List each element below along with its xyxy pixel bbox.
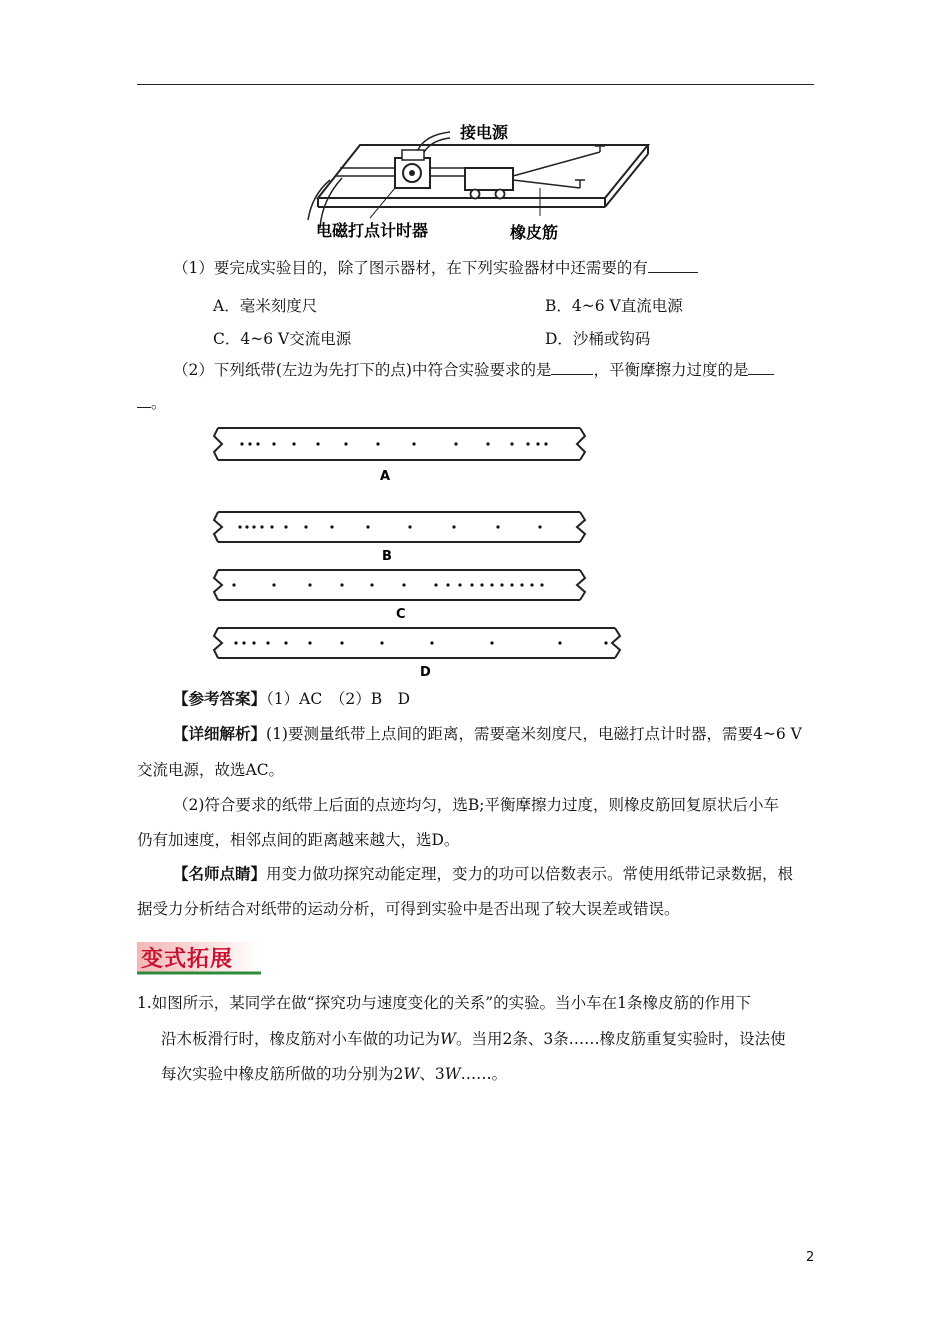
answer-text: （1）AC （2）B D	[266, 690, 411, 708]
analysis-line-2: 交流电源，故选AC。	[137, 761, 285, 779]
ex1-line-3	[161, 1064, 507, 1084]
tape-b	[214, 512, 585, 564]
tips-tag: 【名师点睛】	[173, 864, 267, 883]
ex1-line-3b: 、3	[419, 1065, 445, 1083]
q2-blank-2b	[137, 393, 151, 408]
q1-option-b: B．4~6 V直流电源	[545, 297, 683, 315]
tape-b-label: B	[382, 549, 392, 564]
ex1-w-1: W	[440, 1030, 456, 1048]
tape-c	[214, 570, 585, 622]
analysis-text-1: (1)要测量纸带上点间的距离，需要毫米刻度尺，电磁打点计时器，需要4~6 V	[266, 725, 802, 743]
ex1-line-3c: ……。	[460, 1065, 508, 1083]
tips-line-2: 据受力分析结合对纸带的运动分析，可得到实验中是否出现了较大误差或错误。	[137, 900, 680, 918]
ex1-line-3a: 每次实验中橡皮筋所做的功分别为2	[161, 1065, 404, 1083]
tape-a-label: A	[380, 469, 391, 484]
q2-end: 。	[151, 394, 167, 412]
page-number: 2	[806, 1250, 815, 1265]
q2-blank-1	[551, 360, 593, 375]
header-rule	[137, 84, 814, 85]
tape-d	[214, 628, 620, 680]
q2-text-cont	[137, 393, 167, 413]
analysis-line-4: 仍有加速度，相邻点间的距离越来越大，选D。	[137, 831, 460, 849]
label-timer: 电磁打点计时器	[316, 221, 429, 240]
banner-text: 变式拓展	[141, 946, 234, 972]
variant-extension-banner	[137, 942, 261, 976]
analysis-line-1	[173, 724, 802, 744]
q1-blank	[648, 258, 698, 273]
paper-tapes-figure	[210, 420, 630, 680]
q1-text	[173, 258, 698, 278]
q2-blank-2a	[748, 360, 774, 375]
tips-text-1: 用变力做功探究动能定理，变力的功可以倍数表示。常使用纸带记录数据，根	[266, 865, 794, 883]
analysis-line-3: （2)符合要求的纸带上后面的点迹均匀，选B;平衡摩擦力过度，则橡皮筋回复原状后小车	[173, 796, 780, 814]
q1-stem: （1）要完成实验目的，除了图示器材，在下列实验器材中还需要的有	[173, 259, 648, 277]
label-power: 接电源	[460, 123, 509, 142]
q1-option-c: C．4~6 V交流电源	[213, 330, 352, 348]
tape-c-label: C	[396, 607, 406, 622]
tape-a	[214, 428, 585, 484]
ex1-line-2	[161, 1029, 786, 1049]
answer-line	[173, 689, 410, 709]
q2-part-b: ，平衡摩擦力过度的是	[593, 361, 749, 379]
answer-tag: 【参考答案】	[173, 689, 267, 708]
label-rubber-band: 橡皮筋	[510, 223, 559, 242]
ex1-line-2b: 。当用2条、3条……橡皮筋重复实验时，设法使	[455, 1030, 786, 1048]
ex1-line-1: 1.如图所示，某同学在做“探究功与速度变化的关系”的实验。当小车在1条橡皮筋的作用下	[137, 994, 752, 1012]
tape-d-label: D	[420, 665, 431, 680]
q1-option-a: A．毫米刻度尺	[213, 297, 318, 315]
analysis-tag: 【详细解析】	[173, 724, 267, 743]
ex1-w-2: W	[403, 1065, 420, 1083]
tips-line-1	[173, 864, 793, 884]
q1-option-d: D．沙桶或钩码	[545, 330, 651, 348]
q2-text	[173, 360, 774, 380]
q2-part-a: （2）下列纸带(左边为先打下的点)中符合实验要求的是	[173, 361, 552, 379]
apparatus-figure	[300, 110, 660, 245]
ex1-w-3: W	[444, 1065, 461, 1083]
ex1-line-2a: 沿木板滑行时，橡皮筋对小车做的功记为	[161, 1030, 441, 1048]
